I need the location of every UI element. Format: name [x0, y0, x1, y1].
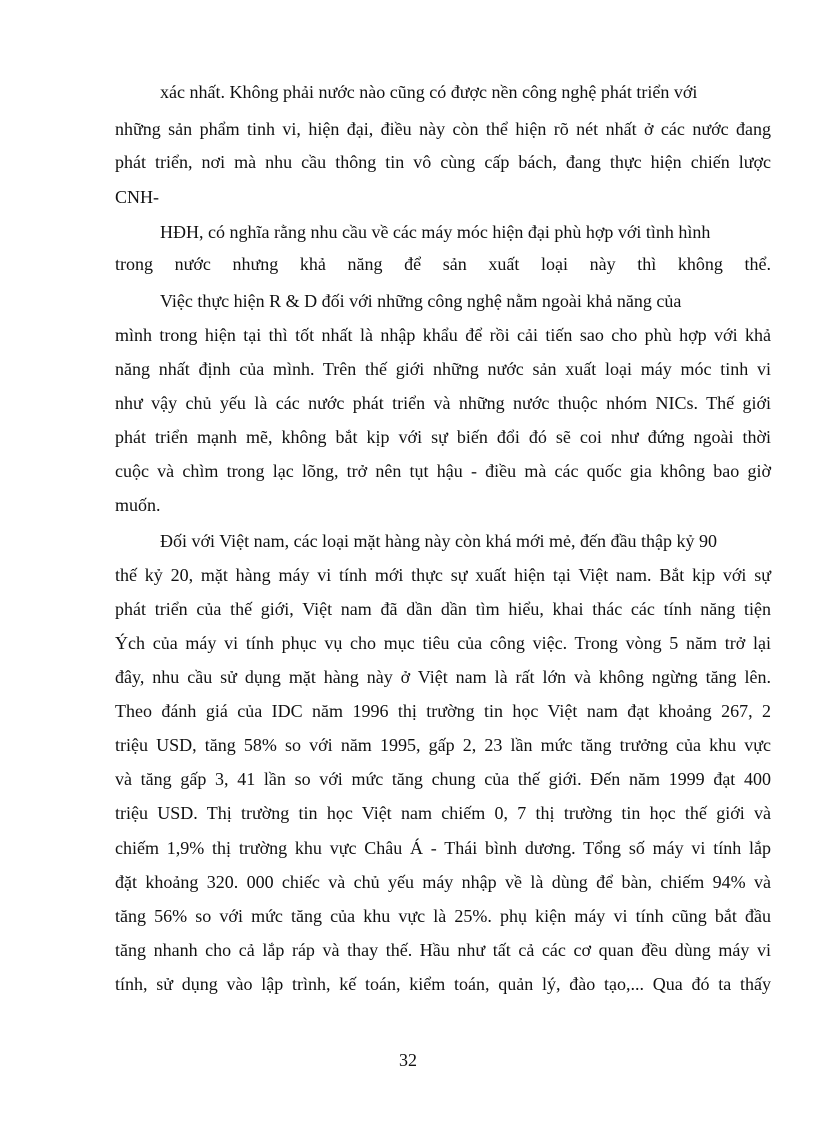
text-line: đặt khoảng 320. 000 chiếc và chủ yếu máy nhập về là dùng để bàn, chiếm 94% và	[115, 872, 771, 892]
text-line: HĐH, có nghĩa rằng nhu cầu về các máy móc hiện đại phù hợp với tình hình	[160, 222, 711, 242]
text-line: Theo đánh giá của IDC năm 1996 thị trường tin học Việt nam đạt khoảng 267, 2	[115, 701, 771, 721]
text-line: triệu USD, tăng 58% so với năm 1995, gấp 2, 23 lần mức tăng trưởng của khu vực	[115, 735, 771, 755]
text-line: xác nhất. Không phải nước nào cũng có được nền công nghệ phát triển với	[160, 82, 698, 102]
text-line: thế kỷ 20, mặt hàng máy vi tính mới thực sự xuất hiện tại Việt nam. Bắt kịp với sự	[115, 565, 771, 585]
text-line: cuộc và chìm trong lạc lõng, trở nên tụt hậu - điều mà các quốc gia không bao giờ	[115, 461, 771, 481]
text-line: trong nước nhưng khả năng để sản xuất loại này thì không thể.	[115, 254, 771, 274]
text-line: phát triển của thế giới, Việt nam đã dần dần tìm hiểu, khai thác các tính năng tiện	[115, 599, 771, 619]
text-line: muốn.	[115, 495, 161, 515]
text-line: tăng 56% so với mức tăng của khu vực là 25%. phụ kiện máy vi tính cũng bắt đầu	[115, 906, 771, 926]
text-line: Đối với Việt nam, các loại mặt hàng này còn khá mới mẻ, đến đầu thập kỷ 90	[160, 531, 717, 551]
text-line: phát triển, nơi mà nhu cầu thông tin vô cùng cấp bách, đang thực hiện chiến lược	[115, 152, 771, 172]
text-line: triệu USD. Thị trường tin học Việt nam chiếm 0, 7 thị trường tin học thế giới và	[115, 803, 771, 823]
text-line: như vậy chủ yếu là các nước phát triển và những nước thuộc nhóm NICs. Thế giới	[115, 393, 771, 413]
text-line: tính, sử dụng vào lập trình, kế toán, kiểm toán, quản lý, đào tạo,... Qua đó ta thấy	[115, 974, 771, 994]
text-line: chiếm 1,9% thị trường khu vực Châu Á - Thái bình dương. Tổng số máy vi tính lắp	[115, 838, 771, 858]
text-line: đây, nhu cầu sử dụng mặt hàng này ở Việt nam là rất lớn và không ngừng tăng lên.	[115, 667, 771, 687]
text-line: phát triển mạnh mẽ, không bắt kịp với sự biến đổi đó sẽ coi như đứng ngoài thời	[115, 427, 771, 447]
page-number: 32	[399, 1050, 417, 1070]
text-line: mình trong hiện tại thì tốt nhất là nhập khẩu để rồi cải tiến sao cho phù hợp với khả	[115, 325, 771, 345]
text-line: năng nhất định của mình. Trên thế giới những nước sản xuất loại máy móc tinh vi	[115, 359, 771, 379]
text-line: Việc thực hiện R & D đối với những công nghệ nằm ngoài khả năng của	[160, 291, 682, 311]
text-line: tăng nhanh cho cả lắp ráp và thay thế. Hầu như tất cả các cơ quan đều dùng máy vi	[115, 940, 771, 960]
text-line: những sản phẩm tinh vi, hiện đại, điều này còn thể hiện rõ nét nhất ở các nước đang	[115, 119, 771, 139]
text-line: và tăng gấp 3, 41 lần so với mức tăng chung của thế giới. Đến năm 1999 đạt 400	[115, 769, 771, 789]
text-line: Ých của máy vi tính phục vụ cho mục tiêu của công việc. Trong vòng 5 năm trở lại	[115, 633, 771, 653]
text-line: CNH-	[115, 187, 159, 207]
